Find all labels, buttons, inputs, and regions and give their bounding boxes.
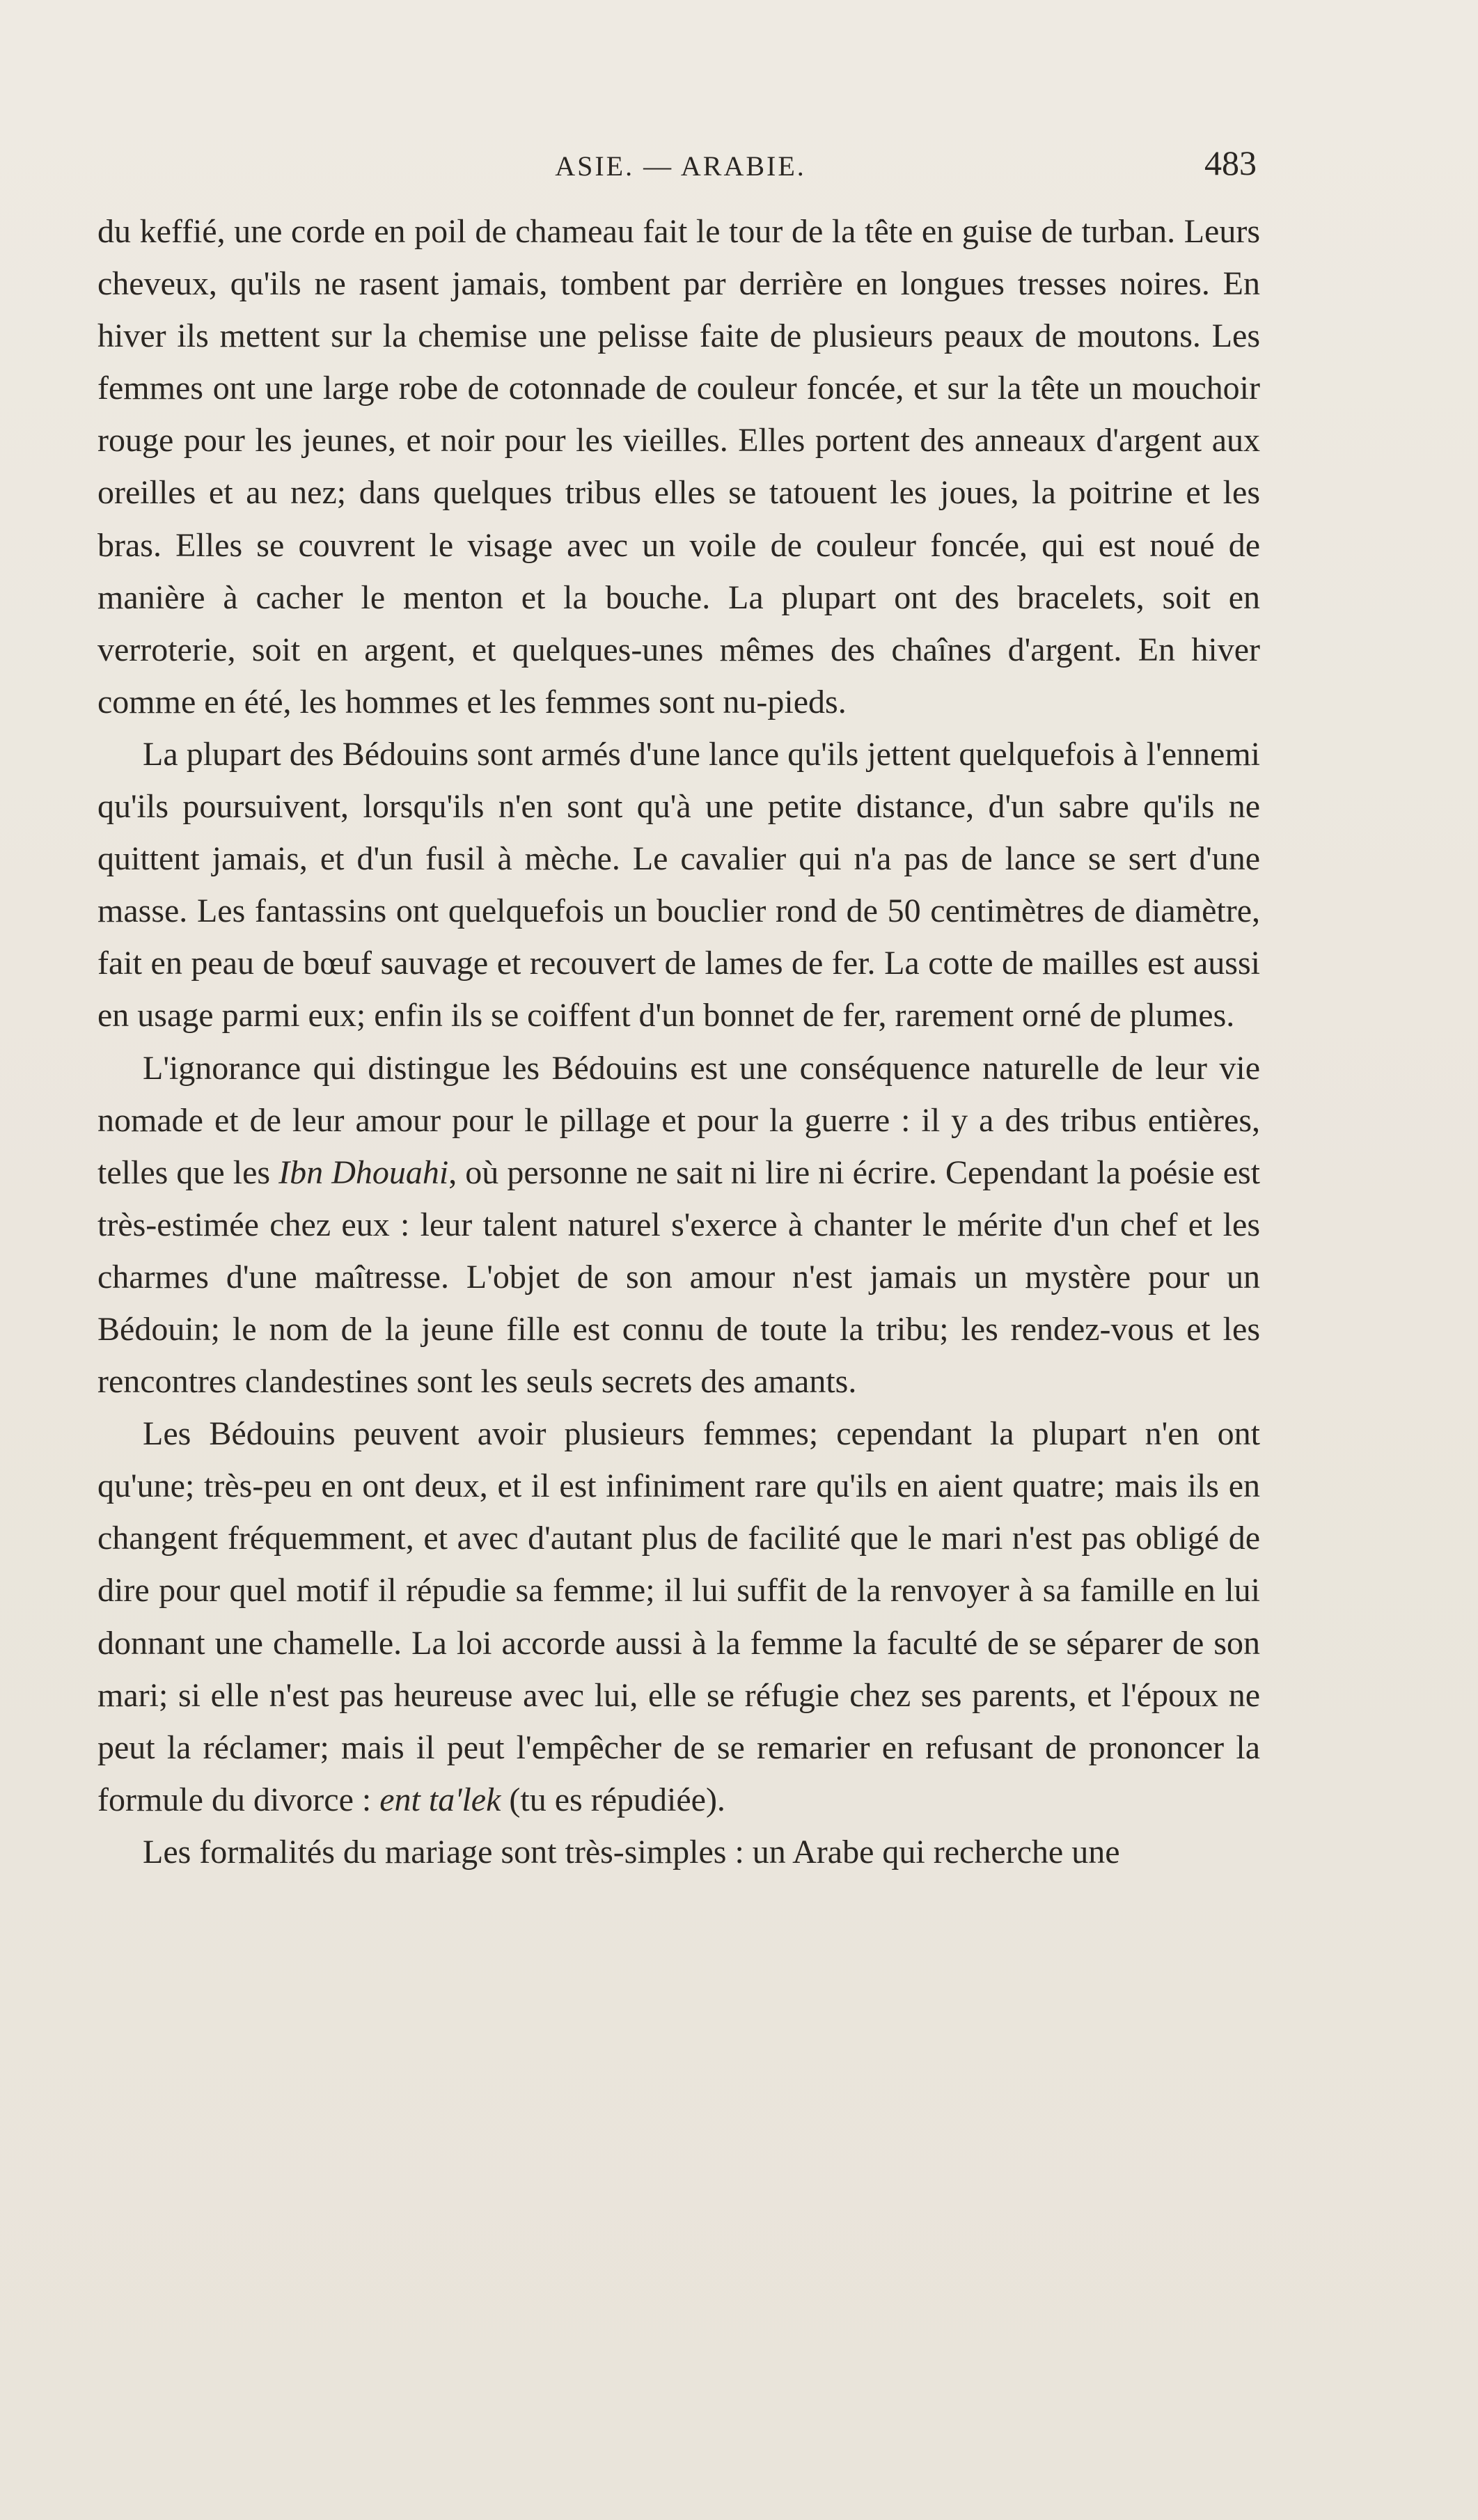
paragraph-3-text-end: , où personne ne sait ni lire ni écrire. Cependant la poésie est très-estimée chez eux : leur talent naturel s'exerce à chanter le mérite d'un chef et les charmes d'une maîtresse. L'objet de son amour n'est jamais un mystère pour un Bédouin; le nom de la jeune fille est connu de toute la tribu; les rendez-vous et les rencontres clandestines sont les seuls secrets des amants.: [97, 1153, 1261, 1401]
page-number: 483: [1204, 143, 1257, 182]
paragraph-2: La plupart des Bédouins sont armés d'une lance qu'ils jettent quelquefois à l'ennemi qu'ils poursuivent, lorsqu'ils n'en sont qu'à une petite distance, d'un sabre qu'ils ne quittent jamais, et d'un fusil à mèche. Le cavalier qui n'a pas de lance se sert d'une masse. Les fantassins ont quelquefois un bouclier rond de 50 centimètres de diamètre, fait en peau de bœuf sauvage et recouvert de lames de fer. La cotte de mailles est aussi en usage parmi eux; enfin ils se coiffent d'un bonnet de fer, rarement orné de plumes.: [97, 735, 1260, 1034]
paragraph-1: du keffié, une corde en poil de chameau fait le tour de la tête en guise de turban. Leurs cheveux, qu'ils ne rasent jamais, tombent par derrière en longues tresses noires. En hiver ils mettent sur la chemise une pelisse faite de plusieurs peaux de moutons. Les femmes ont une large robe de cotonnade de couleur foncée, et sur la tête un mouchoir rouge pour les jeunes, et noir pour les vieilles. Elles portent des anneaux d'argent aux oreilles et au nez; dans quelques tribus elles se tatouent les joues, la poitrine et les bras. Elles se couvrent le visage avec un voile de couleur foncée, qui est noué de manière à cacher le menton et la bouche. La plupart ont des bracelets, soit en verroterie, soit en argent, et quelques-unes mêmes des chaînes d'argent. En hiver comme en été, les hommes et les femmes sont nu-pieds.: [97, 213, 1260, 720]
divorce-formula-italic: ent ta'lek: [379, 1781, 501, 1818]
paragraph-4: [97, 1408, 1260, 1826]
running-title: ASIE. — ARABIE.: [555, 150, 806, 182]
paragraph-4-text-start: Les Bédouins peuvent avoir plusieurs femmes; cependant la plupart n'en ont qu'une; très-peu en ont deux, et il est infiniment rare qu'ils en aient quatre; mais ils en changent fréquemment, et avec d'autant plus de facilité que le mari n'est pas obligé de dire pour quel motif il répudie sa femme; il lui suffit de la renvoyer à sa famille en lui donnant une chamelle. La loi accorde aussi à la femme la faculté de se séparer de son mari; si elle n'est pas heureuse avec lui, elle se réfugie chez ses parents, et l'époux ne peut la réclamer; mais il peut l'empêcher de se remarier en refusant de prononcer la formule du divorce :: [97, 1415, 1260, 1818]
paragraph-4-text-end: (tu es répudiée).: [501, 1781, 725, 1818]
paragraph-3-text-start: L'ignorance qui distingue les Bédouins est une conséquence naturelle de leur vie nomade et de leur amour pour le pillage et pour la guerre : il y a des tribus entières, telles que les: [97, 1049, 1260, 1191]
paragraph-5: Les formalités du mariage sont très-simples : un Arabe qui recherche une: [143, 1833, 1120, 1871]
body-text: [97, 205, 1260, 1878]
paragraph-3: [97, 1042, 1260, 1408]
running-head: [104, 143, 1257, 191]
tribe-name-italic: Ibn Dhouahi: [278, 1153, 449, 1191]
